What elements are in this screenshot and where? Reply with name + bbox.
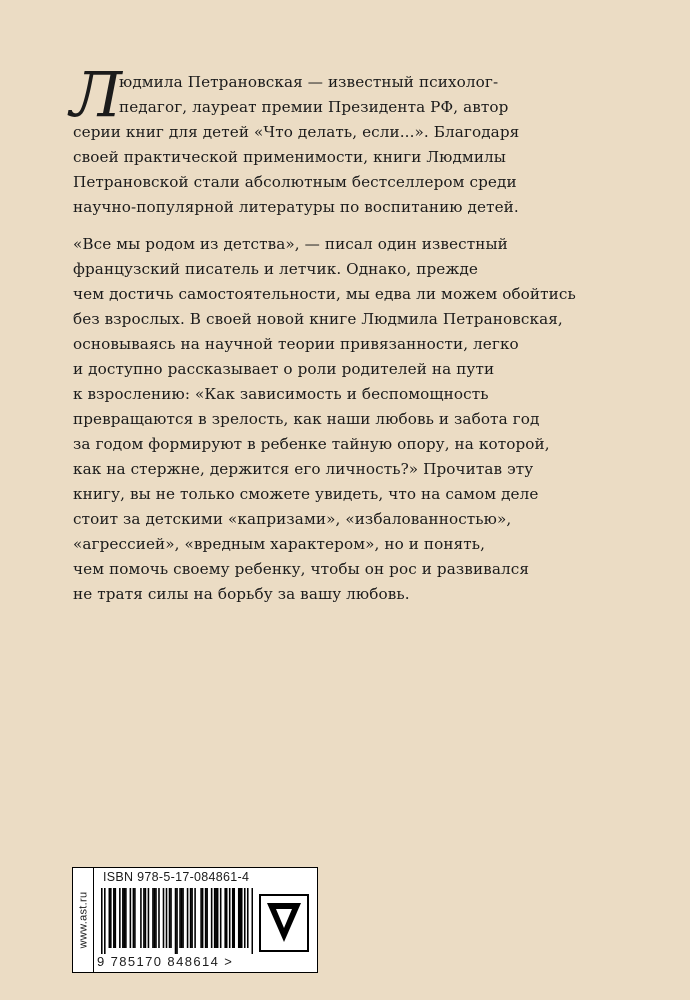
barcode-digits: 9 785170 848614 > xyxy=(97,954,234,969)
barcode-bar xyxy=(232,888,234,948)
barcode-bar xyxy=(104,888,106,954)
barcode-bar xyxy=(187,888,189,948)
barcode-bar xyxy=(244,888,246,948)
barcode-bar xyxy=(200,888,202,948)
barcode-bar xyxy=(130,888,132,948)
barcode-bar xyxy=(119,888,121,948)
barcode-bar xyxy=(175,888,177,954)
barcode-bar xyxy=(252,888,254,954)
barcode-bar xyxy=(124,888,126,948)
barcode-bar xyxy=(109,888,111,948)
barcode-bar xyxy=(133,888,135,948)
barcode-bar xyxy=(238,888,240,948)
barcode-bar xyxy=(176,888,178,954)
barcode-bar xyxy=(211,888,213,948)
barcode-bar xyxy=(122,888,124,948)
barcode-bar xyxy=(169,888,171,948)
barcode-bar xyxy=(220,888,222,948)
barcode-bar xyxy=(194,888,196,948)
description-line: без взрослых. В своей новой книге Людмила Петрановская, xyxy=(73,310,563,328)
description-line: «Все мы родом из детства», — писал один известный xyxy=(73,235,508,253)
description-line: книгу, вы не только сможете увидеть, что на самом деле xyxy=(73,485,539,503)
description-line: «агрессией», «вредным характером», но и понять, xyxy=(73,535,486,553)
bio-line: своей практической применимости, книги Людмилы xyxy=(73,148,506,166)
barcode-bars xyxy=(101,888,253,954)
barcode-bar xyxy=(134,888,136,948)
v-triangle-logo-icon xyxy=(259,894,309,952)
barcode-bar xyxy=(224,888,226,948)
description-line: чем достичь самостоятельности, мы едва ли можем обойтись xyxy=(73,285,576,303)
barcode-bar xyxy=(148,888,150,948)
barcode-bar xyxy=(170,888,172,948)
barcode-bar xyxy=(155,888,157,948)
barcode-bar xyxy=(241,888,243,948)
barcode-box xyxy=(72,867,318,973)
barcode-bar xyxy=(206,888,208,948)
description-line: как на стержне, держится его личность?» Прочитав эту xyxy=(73,460,534,478)
description-line: не тратя силы на борьбу за вашу любовь. xyxy=(73,585,410,603)
barcode-bar xyxy=(226,888,228,948)
publisher-website-strip xyxy=(73,868,94,972)
author-bio xyxy=(70,58,545,220)
bio-line: научно-популярной литературы по воспитанию детей. xyxy=(73,198,519,216)
barcode-bar xyxy=(215,888,217,948)
barcode-bar xyxy=(182,888,184,948)
dropcap-letter: Л xyxy=(70,58,122,131)
barcode-bar xyxy=(154,888,156,948)
barcode-bar xyxy=(247,888,249,948)
description-line: основываясь на научной теории привязанности, легко xyxy=(73,335,519,353)
barcode-bar xyxy=(101,888,103,954)
bio-line: юдмила Петрановская — известный психолог- xyxy=(119,73,499,91)
barcode-bar xyxy=(115,888,117,948)
barcode-bar xyxy=(158,888,160,948)
book-description xyxy=(73,232,576,607)
barcode-bar xyxy=(113,888,115,948)
description-line: стоит за детскими «капризами», «избалованностью», xyxy=(73,510,512,528)
description-line: и доступно рассказывает о роли родителей на пути xyxy=(73,360,495,378)
barcode-bar xyxy=(217,888,219,948)
isbn-label: ISBN 978-5-17-084861-4 xyxy=(103,870,250,884)
barcode-bar xyxy=(140,888,142,948)
barcode-bar xyxy=(152,888,154,948)
description-line: чем помочь своему ребенку, чтобы он рос и развивался xyxy=(73,560,530,578)
barcode-bar xyxy=(191,888,193,948)
bio-line: педагог, лауреат премии Президента РФ, автор xyxy=(119,98,509,116)
barcode-bar xyxy=(214,888,216,948)
publisher-website: www.ast.ru xyxy=(77,891,90,949)
barcode-bar xyxy=(166,888,168,948)
barcode-bar xyxy=(145,888,147,948)
description-line: к взрослению: «Как зависимость и беспомощность xyxy=(73,385,489,403)
description-line: за годом формируют в ребенке тайную опору, на которой, xyxy=(73,435,550,453)
barcode-bar xyxy=(163,888,165,948)
bio-line: серии книг для детей «Что делать, если...». Благодаря xyxy=(73,123,520,141)
barcode-bar xyxy=(181,888,183,948)
description-line: превращаются в зрелость, как наши любовь и забота год xyxy=(73,410,540,428)
barcode-bar xyxy=(205,888,207,948)
barcode-bar xyxy=(190,888,192,948)
barcode-bar xyxy=(233,888,235,948)
barcode-bar xyxy=(110,888,112,948)
barcode-bar xyxy=(143,888,145,948)
barcode-bar xyxy=(229,888,231,948)
barcode-bar xyxy=(125,888,127,948)
barcode-bar xyxy=(179,888,181,948)
bio-line: Петрановской стали абсолютным бестселлером среди xyxy=(73,173,517,191)
barcode-bar xyxy=(239,888,241,948)
barcode-bar xyxy=(202,888,204,948)
description-line: французский писатель и летчик. Однако, прежде xyxy=(73,260,478,278)
